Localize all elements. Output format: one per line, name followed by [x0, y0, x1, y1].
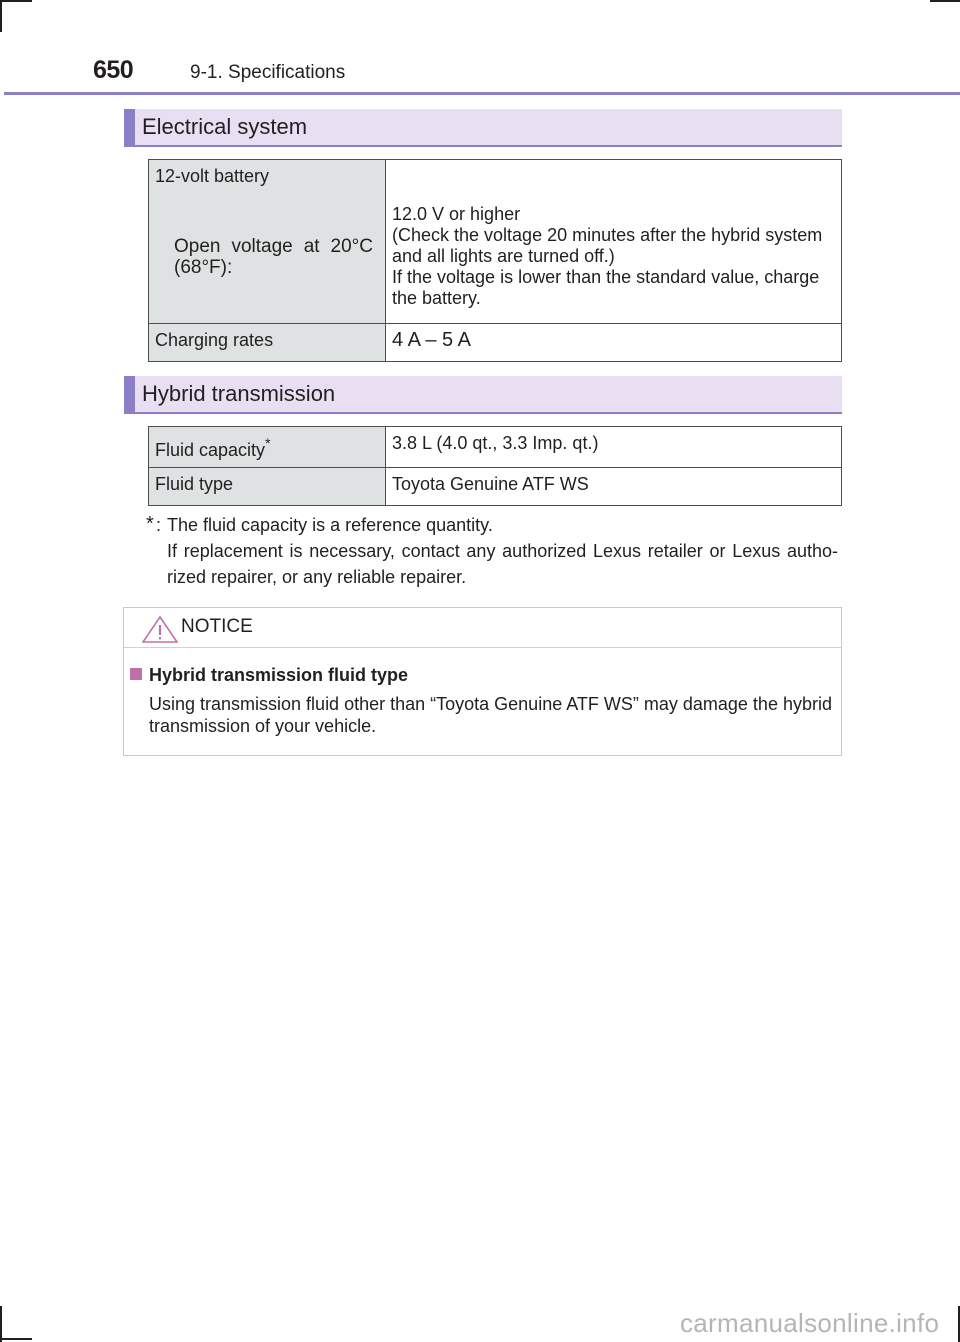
- fluid-type-value: Toyota Genuine ATF WS: [392, 474, 589, 494]
- footnote-body: [167, 512, 838, 590]
- crop-mark: [930, 0, 960, 2]
- table-row: [149, 468, 842, 506]
- table-row: [149, 160, 842, 324]
- footnote-colon: :: [156, 515, 162, 535]
- electrical-section-heading: [124, 109, 842, 147]
- charging-value-cell: [386, 324, 842, 362]
- warning-triangle-icon: [142, 616, 178, 643]
- fluid-capacity-value-cell: [386, 427, 842, 468]
- notice-title-text: Hybrid transmission fluid type: [149, 665, 409, 685]
- battery-value-line: and all lights are turned off.): [392, 246, 615, 266]
- electrical-section-title: Electrical system: [142, 114, 308, 139]
- battery-value-line: 12.0 V or higher: [392, 204, 521, 224]
- charging-value: 4 A – 5 A: [392, 329, 471, 351]
- table-row: [149, 324, 842, 362]
- watermark: carmanualsonline.info: [680, 1308, 940, 1338]
- fluid-type-label-cell: [149, 468, 386, 506]
- crop-mark: [0, 1338, 32, 1340]
- electrical-spec-table: [148, 159, 842, 362]
- hybrid-spec-table: [148, 426, 842, 506]
- crop-mark: [0, 0, 2, 32]
- heading-accent-bar: [124, 376, 135, 412]
- fluid-capacity-value: 3.8 L (4.0 qt., 3.3 Imp. qt.): [392, 433, 599, 453]
- header-divider: [4, 92, 960, 95]
- battery-value-line: the battery.: [392, 288, 481, 308]
- hybrid-section-title: Hybrid transmission: [142, 381, 336, 406]
- footnote-line: The fluid capacity is a reference quantity.: [167, 515, 493, 535]
- battery-value-cell: [386, 160, 842, 324]
- notice-header: [124, 608, 841, 648]
- heading-accent-bar: [124, 109, 135, 145]
- battery-sublabel: Open voltage at 20°C (68°F):: [174, 236, 373, 278]
- notice-box: [123, 607, 842, 756]
- battery-value-line: If the voltage is lower than the standard value, charge: [392, 267, 820, 287]
- notice-title: [130, 665, 408, 686]
- charging-label-cell: [149, 324, 386, 362]
- battery-label-cell: [149, 160, 386, 324]
- footnote: [146, 512, 838, 590]
- fluid-type-value-cell: [386, 468, 842, 506]
- table-row: [149, 427, 842, 468]
- fluid-type-label: Fluid type: [155, 474, 234, 494]
- charging-label: Charging rates: [155, 330, 274, 350]
- footnote-line: If replacement is necessary, contact any authorized Lexus retailer or Lexus autho-rized repairer, or any reliable repairer.: [167, 541, 838, 587]
- footnote-marker: *: [146, 513, 154, 535]
- page-header: [0, 50, 960, 96]
- hybrid-section-heading: [124, 376, 842, 414]
- crop-mark: [0, 0, 32, 2]
- fluid-capacity-label-cell: [149, 427, 386, 468]
- footnote-marker: *: [265, 435, 271, 451]
- crop-mark: [0, 1306, 2, 1342]
- battery-label: 12-volt battery: [155, 166, 270, 186]
- section-reference: 9-1. Specifications: [190, 62, 346, 83]
- notice-label: NOTICE: [181, 616, 253, 637]
- battery-value-line: (Check the voltage 20 minutes after the hybrid system: [392, 225, 823, 245]
- bullet-square-icon: [130, 668, 142, 680]
- page-number: 650: [93, 56, 134, 84]
- notice-text: Using transmission fluid other than “Toyota Genuine ATF WS” may damage the hybrid transmission of your vehicle.: [149, 694, 832, 736]
- fluid-capacity-label: Fluid capacity: [155, 440, 266, 460]
